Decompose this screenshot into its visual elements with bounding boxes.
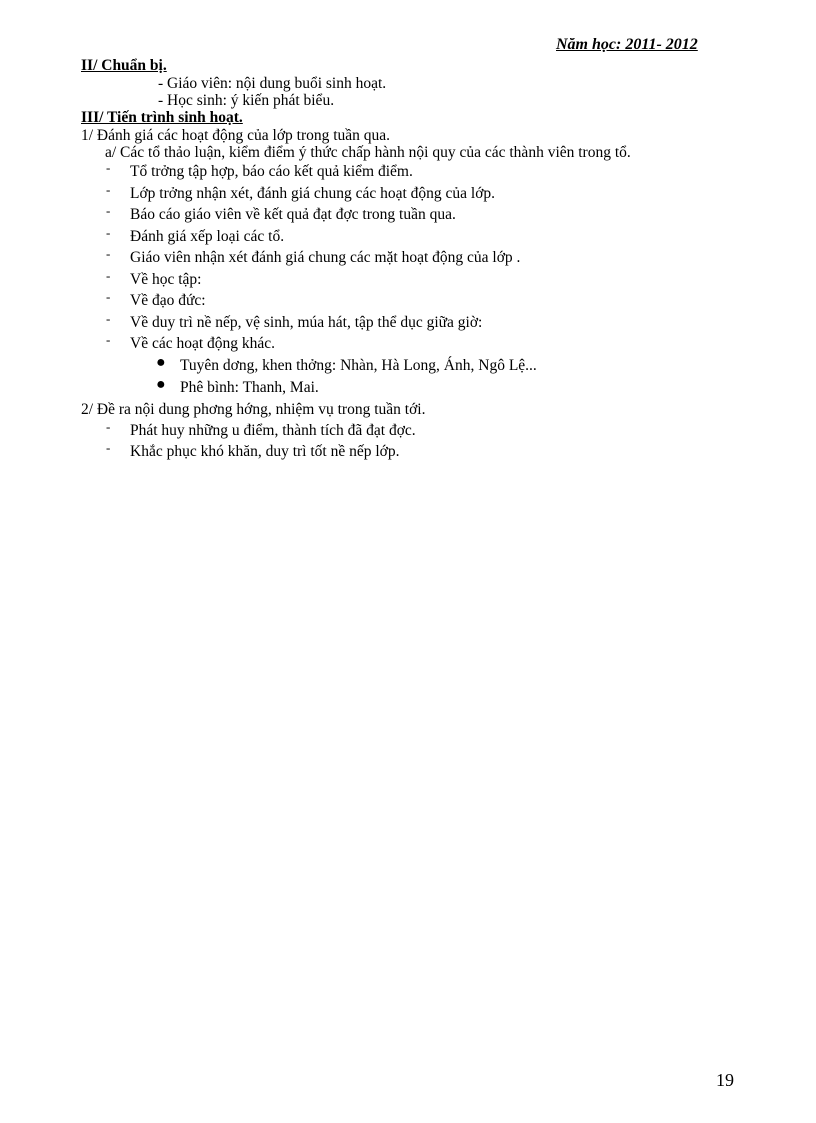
school-year-header: Năm học: 2011- 2012 — [556, 36, 698, 53]
list-item — [81, 224, 771, 251]
preparation-student-line: - Học sinh: ý kiến phát biểu. — [158, 92, 335, 109]
dash-marker: - — [106, 332, 111, 347]
list-item — [81, 418, 771, 445]
dash-marker: - — [106, 310, 111, 326]
dash-marker: - — [106, 203, 111, 218]
section1-dash-list — [81, 160, 771, 358]
list-item — [81, 181, 771, 208]
list-item-text: Tổ trởng tập hợp, báo cáo kết quả kiểm điểm. — [130, 163, 413, 180]
list-item — [81, 203, 771, 229]
list-item-text: Báo cáo giáo viên về kết quả đạt đợc trong tuần qua. — [130, 206, 456, 223]
list-item — [81, 332, 771, 358]
other-activities-bullet-list — [81, 353, 771, 402]
preparation-teacher-line: - Giáo viên: nội dung buổi sinh hoạt. — [158, 75, 387, 92]
dash-marker: - — [106, 440, 111, 455]
bullet-marker: ● — [156, 375, 166, 393]
list-item-text: Phát huy những u điểm, thành tích đã đạt đợc. — [130, 421, 416, 439]
list-item — [81, 310, 771, 337]
section2-title: 2/ Đề ra nội dung phơng hớng, nhiệm vụ trong tuần tới. — [81, 400, 426, 418]
list-item — [81, 289, 771, 315]
document-body — [81, 58, 771, 466]
dash-marker: - — [106, 160, 111, 175]
list-item-text: Giáo viên nhận xét đánh giá chung các mặt hoạt động của lớp . — [130, 249, 521, 266]
list-item — [81, 353, 771, 380]
dash-marker: - — [106, 289, 111, 304]
section1-subtitle: a/ Các tổ thảo luận, kiểm điểm ý thức chấp hành nội quy của các thành viên trong tổ. — [105, 144, 631, 161]
list-item — [81, 267, 771, 294]
list-item-text: Về duy trì nề nếp, vệ sinh, múa hát, tập thể dục giữa giờ: — [130, 313, 483, 331]
list-item-text: Phê bình: Thanh, Mai. — [180, 378, 319, 396]
list-item — [81, 375, 771, 402]
dash-marker: - — [106, 418, 111, 434]
list-item-text: Đánh giá xếp loại các tổ. — [130, 227, 285, 245]
list-item-text: Tuyên dơng, khen thởng: Nhàn, Hà Long, Ánh, Ngô Lệ... — [180, 356, 537, 374]
list-item — [81, 246, 771, 272]
list-item — [81, 160, 771, 186]
section2-dash-list — [81, 418, 771, 466]
dash-marker: - — [106, 181, 111, 197]
process-heading: III/ Tiến trình sinh hoạt. — [81, 109, 243, 126]
page-number: 19 — [716, 1070, 734, 1090]
dash-marker: - — [106, 246, 111, 261]
list-item — [81, 440, 771, 466]
list-item-text: Về đạo đức: — [130, 292, 206, 309]
list-item-text: Lớp trởng nhận xét, đánh giá chung các hoạt động của lớp. — [130, 184, 496, 202]
list-item-text: Về học tập: — [130, 270, 202, 288]
list-item-text: Khắc phục khó khăn, duy trì tốt nề nếp lớp. — [130, 443, 400, 460]
dash-marker: - — [106, 224, 111, 240]
preparation-heading: II/ Chuẩn bị. — [81, 57, 167, 74]
section1-title: 1/ Đánh giá các hoạt động của lớp trong tuần qua. — [81, 127, 391, 144]
bullet-marker: ● — [156, 353, 166, 371]
dash-marker: - — [106, 267, 111, 283]
list-item-text: Về các hoạt động khác. — [130, 335, 276, 352]
